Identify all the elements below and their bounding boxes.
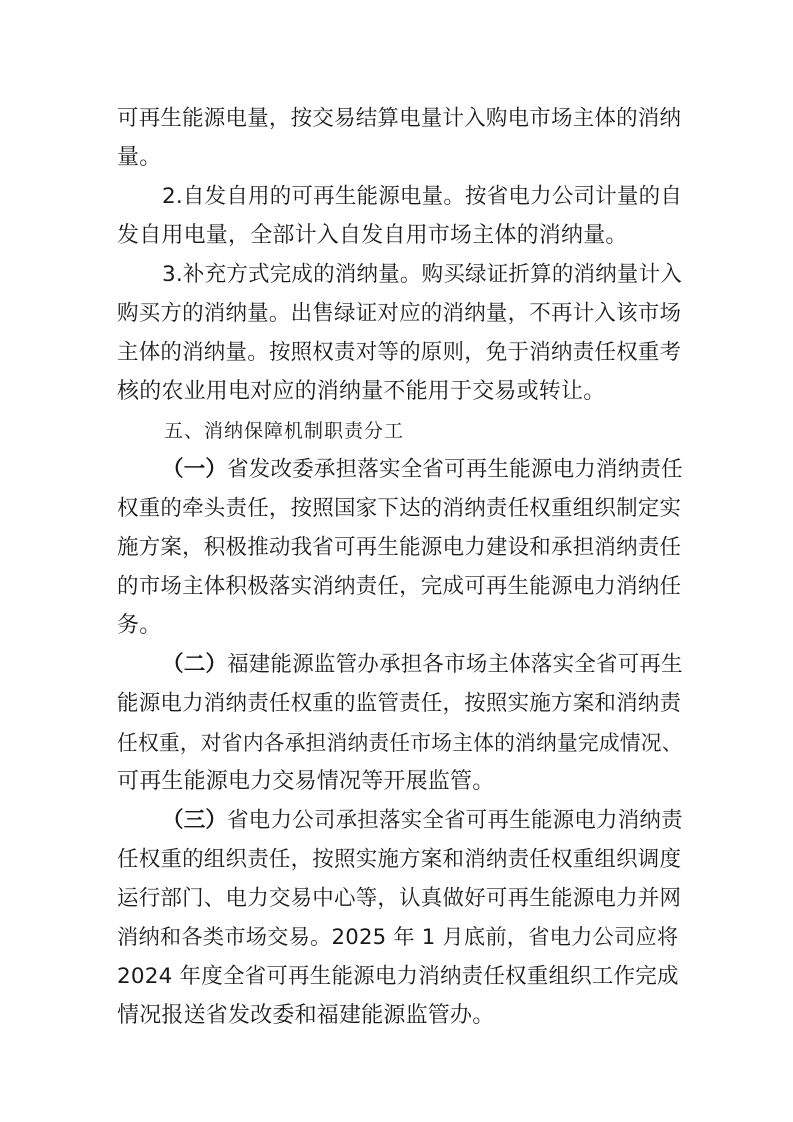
item-marker: （一） (162, 457, 228, 482)
paragraph-line: 主体的消纳量。按照权责对等的原则，免于消纳责任权重考 (117, 340, 682, 365)
paragraph-line: 任权重的组织责任，按照实施方案和消纳责任权重组织调度 (117, 847, 682, 872)
item-first-text: 福建能源监管办承担各市场主体落实全省可再生 (227, 652, 683, 677)
paragraph-line: 能源电力消纳责任权重的监管责任，按照实施方案和消纳责 (117, 691, 682, 716)
item-marker: （三） (162, 808, 228, 833)
paragraph-line: 任权重，对省内各承担消纳责任市场主体的消纳量完成情况、 (117, 731, 683, 755)
paragraph-line: 购买方的消纳量。出售绿证对应的消纳量，不再计入该市场 (117, 301, 682, 326)
paragraph-line: 的市场主体积极落实消纳责任，完成可再生能源电力消纳任 (117, 574, 682, 599)
item-first-line (162, 455, 683, 485)
paragraph-line: 可再生能源电量，按交易结算电量计入购电市场主体的消纳 (117, 106, 682, 131)
paragraph-line: 3.补充方式完成的消纳量。购买绿证折算的消纳量计入 (162, 262, 683, 287)
paragraph-line: 权重的牵头责任，按照国家下达的消纳责任权重组织制定实 (117, 496, 682, 521)
item-marker: （二） (162, 652, 228, 677)
paragraph-line: 情况报送省发改委和福建能源监管办。 (117, 1003, 495, 1028)
item-first-text: 省电力公司承担落实全省可再生能源电力消纳责 (227, 808, 683, 833)
paragraph-line: 2.自发自用的可再生能源电量。按省电力公司计量的自 (162, 184, 683, 209)
item-first-line (162, 650, 683, 680)
paragraph-line: 务。 (117, 613, 162, 638)
paragraph-line: 核的农业用电对应的消纳量不能用于交易或转让。 (117, 379, 606, 404)
item-first-line (162, 806, 683, 836)
paragraph-line: 量。 (117, 145, 162, 170)
paragraph-line: 消纳和各类市场交易。2025 年 1 月底前，省电力公司应将 (117, 925, 679, 950)
paragraph-line: 施方案，积极推动我省可再生能源电力建设和承担消纳责任 (117, 535, 682, 560)
section-heading: 五、消纳保障机制职责分工 (164, 420, 405, 442)
paragraph-line: 2024 年度全省可再生能源电力消纳责任权重组织工作完成 (117, 964, 679, 989)
item-first-text: 省发改委承担落实全省可再生能源电力消纳责任 (227, 457, 683, 482)
paragraph-line: 运行部门、电力交易中心等，认真做好可再生能源电力并网 (117, 886, 682, 911)
paragraph-line: 发自用电量，全部计入自发自用市场主体的消纳量。 (117, 223, 628, 248)
paragraph-line: 可再生能源电力交易情况等开展监管。 (117, 769, 495, 794)
